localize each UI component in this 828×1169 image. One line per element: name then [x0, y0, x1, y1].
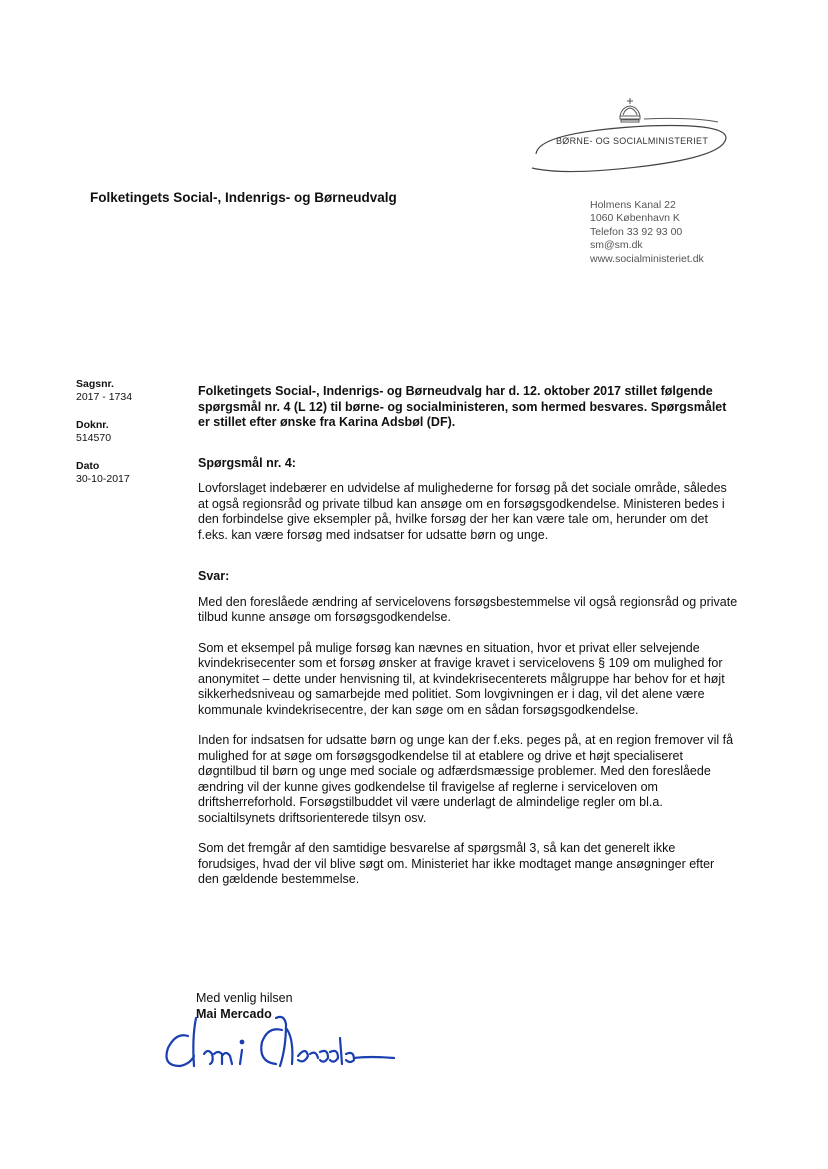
date	[76, 460, 132, 486]
answer-heading: Svar:	[198, 569, 230, 583]
intro-paragraph: Folketingets Social-, Indenrigs- og Børneudvalg har d. 12. oktober 2017 stillet følgende spørgsmål nr. 4 (L 12) til børne- og socialministeren, som hermed besvares. Spørgsmålet er stillet efter ønske fra Karina Adsbøl (DF).	[198, 384, 727, 429]
answer-paragraph: Som et eksempel på mulige forsøg kan nævnes en situation, hvor et privat eller selvejende kvindekrisecenter som et forsøg ønsker at fravige kravet i servicelovens § 109 om mulighed for anonymitet – dette under henvisning til, at kvindekrisecenterets målgruppe har behov for et højt sikkerhedsniveau og samarbejde med politiet. Som lovgivningen er i dag, vil det alene være kommunale kvindekrisecentre, der kan søge om en sådan forsøgsgodkendelse.	[198, 640, 725, 717]
handwritten-signature	[158, 1008, 398, 1083]
document-number	[76, 419, 132, 445]
case-number	[76, 378, 132, 404]
document-number-label: Doknr.	[76, 419, 109, 431]
answer-paragraph: Inden for indsatsen for udsatte børn og unge kan der f.eks. peges på, at en region fremover vil få mulighed for at søge om forsøgsgodkendelse til at etablere og drive et højt specialiseret døgntilbud til børn og unge med sociale og adfærdsmæssige problemer. Med den foreslåede ændring vil der kunne gives godkendelse til fravigelse af reglerne i serviceloven om driftsherreforhold. Forsøgstilbuddet vil være underlagt de almindelige regler om bl.a. socialtilsynets driftsorienterede tilsyn osv.	[198, 733, 734, 825]
meta-column	[76, 378, 132, 501]
date-value: 30-10-2017	[76, 473, 130, 485]
address-street: Holmens Kanal 22	[590, 199, 676, 211]
letter-body	[198, 384, 738, 903]
sender-name: Mai Mercado	[196, 1007, 272, 1021]
case-number-value: 2017 - 1734	[76, 391, 133, 403]
answer-paragraph: Med den foreslåede ændring af servicelovens forsøgsbestemmelse vil også regionsråd og private tilbud kunne ansøge om forsøgsgodkendelse.	[198, 594, 738, 624]
address-email: sm@sm.dk	[590, 239, 643, 252]
address-website: www.socialministeriet.dk	[590, 252, 704, 265]
ministry-logo	[526, 96, 736, 186]
date-label: Dato	[76, 460, 100, 472]
address-phone: Telefon 33 92 93 00	[590, 225, 683, 238]
answer-paragraph: Som det fremgår af den samtidige besvarelse af spørgsmål 3, så kan det generelt ikke forudsiges, hvad der vil blive søgt om. Ministeriet har ikke modtaget mange ansøgninger efter den gældende bestemmelse.	[198, 841, 715, 886]
question-text: Lovforslaget indebærer en udvidelse af mulighederne for forsøg på det sociale område, således at også regionsråd og private tilbud kan ansøge om en forsøgsgodkendelse. Ministeren bedes i den forbindelse give eksempler på, hvilke forsøg der her kan være tale om, herunder om det f.eks. kan være forsøg med indsatser for udsatte børn og unge.	[198, 481, 727, 542]
address-block	[590, 199, 704, 266]
address-city: 1060 København K	[590, 212, 680, 225]
closing-greeting: Med venlig hilsen	[196, 991, 293, 1005]
case-number-label: Sagsnr.	[76, 378, 114, 390]
question-heading: Spørgsmål nr. 4:	[198, 455, 296, 470]
ministry-name: BØRNE- OG SOCIALMINISTERIET	[556, 136, 709, 146]
recipient-title: Folketingets Social-, Indenrigs- og Børneudvalg	[90, 190, 397, 205]
document-number-value: 514570	[76, 432, 112, 444]
